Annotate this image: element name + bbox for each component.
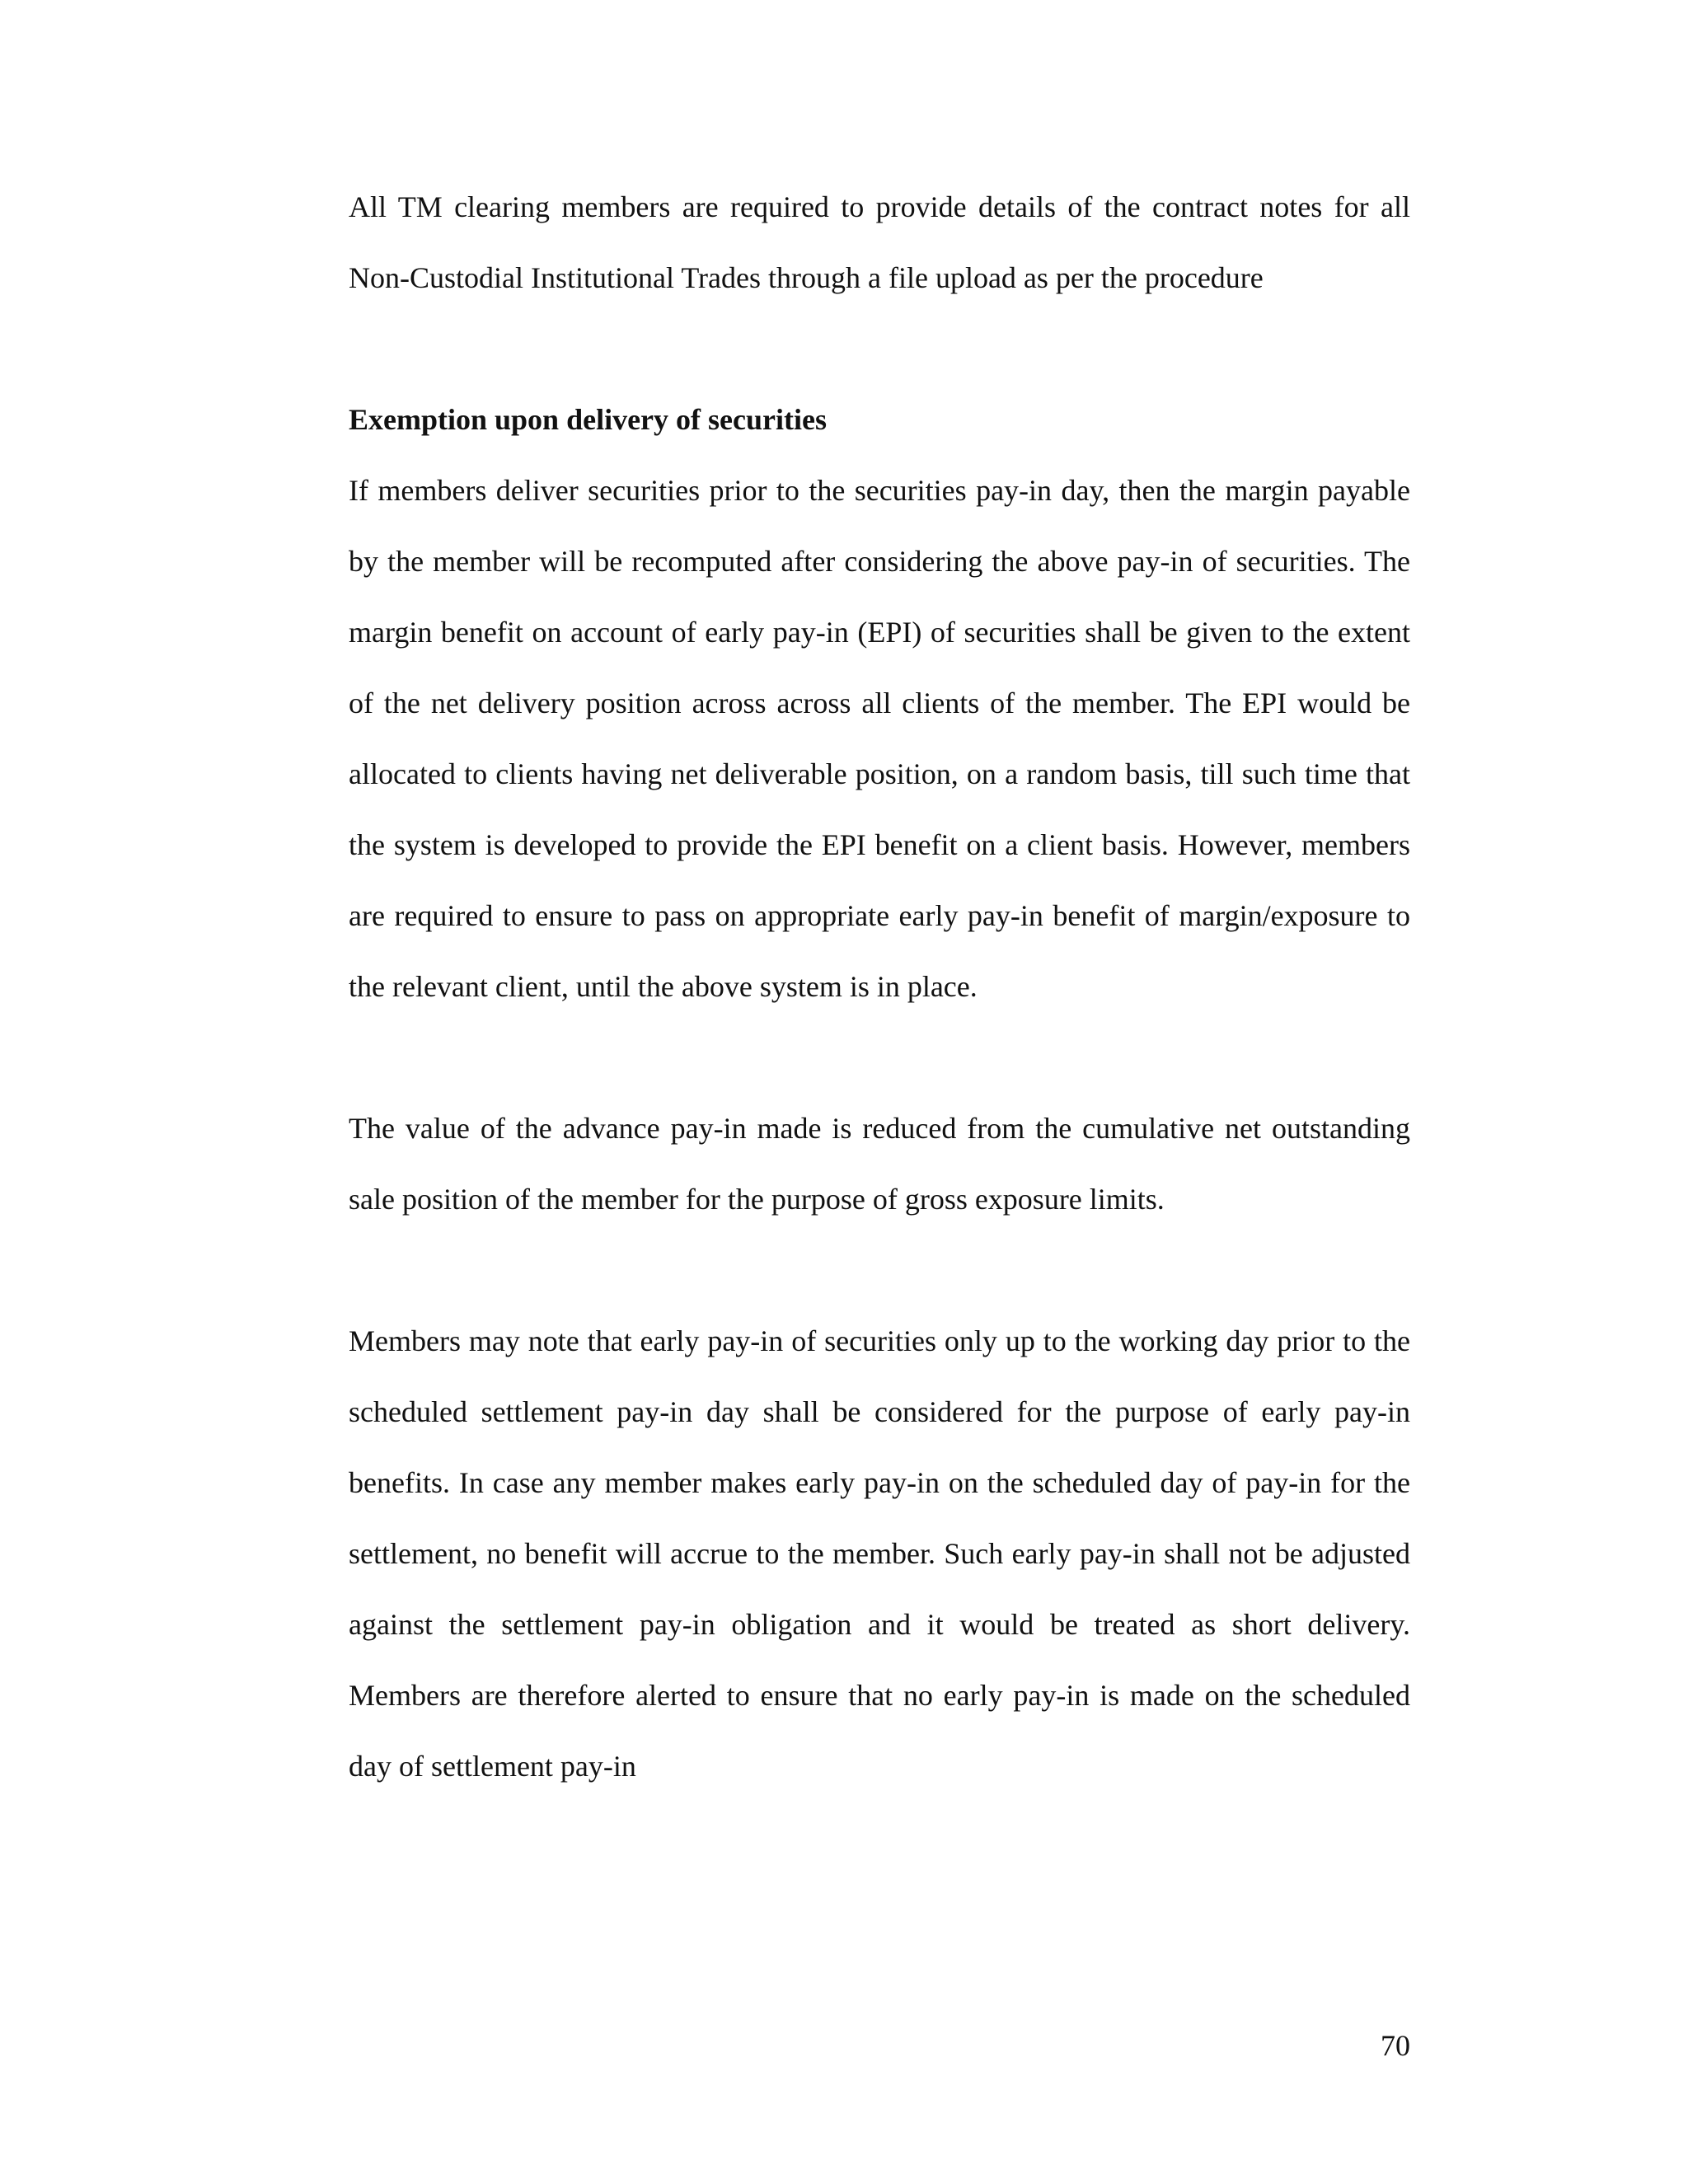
section-heading: Exemption upon delivery of securities (349, 403, 827, 436)
paragraph-early-pay-in-margin: If members deliver securities prior to the securities pay-in day, then the margin payable by the member will be recomputed after considering the above pay-in of securities. The margin benefit on account of early pay-in (EPI) of securities shall be given to the extent of the net delivery position across across all clients of the member. The EPI would be allocated to clients having net deliverable position, on a random basis, till such time that the system is developed to provide the EPI benefit on a client basis. However, members are required to ensure to pass on appropriate early pay-in benefit of margin/exposure to the relevant client, until the above system is in place. (349, 474, 1410, 1003)
paragraph-contract-notes: All TM clearing members are required to provide details of the contract notes for all Non-Custodial Institutional Trades through a file upload as per the procedure (349, 190, 1410, 294)
paragraph-spacer (349, 313, 1410, 384)
paragraph-spacer (349, 1235, 1410, 1305)
paragraph-scheduled-day-note: Members may note that early pay-in of securities only up to the working day prior to the scheduled settlement pay-in day shall be considered for the purpose of early pay-in benefits. In case any member makes early pay-in on the scheduled day of pay-in for the settlement, no benefit will accrue to the member. Such early pay-in shall not be adjusted against the settlement pay-in obligation and it would be treated as short delivery. Members are therefore alerted to ensure that no early pay-in is made on the scheduled day of settlement pay-in (349, 1324, 1410, 1783)
paragraph-advance-pay-in: The value of the advance pay-in made is reduced from the cumulative net outstanding sale position of the member for the purpose of gross exposure limits. (349, 1112, 1410, 1216)
page-number: 70 (1381, 2029, 1410, 2062)
paragraph-spacer (349, 1022, 1410, 1093)
page-content (349, 171, 1410, 1802)
